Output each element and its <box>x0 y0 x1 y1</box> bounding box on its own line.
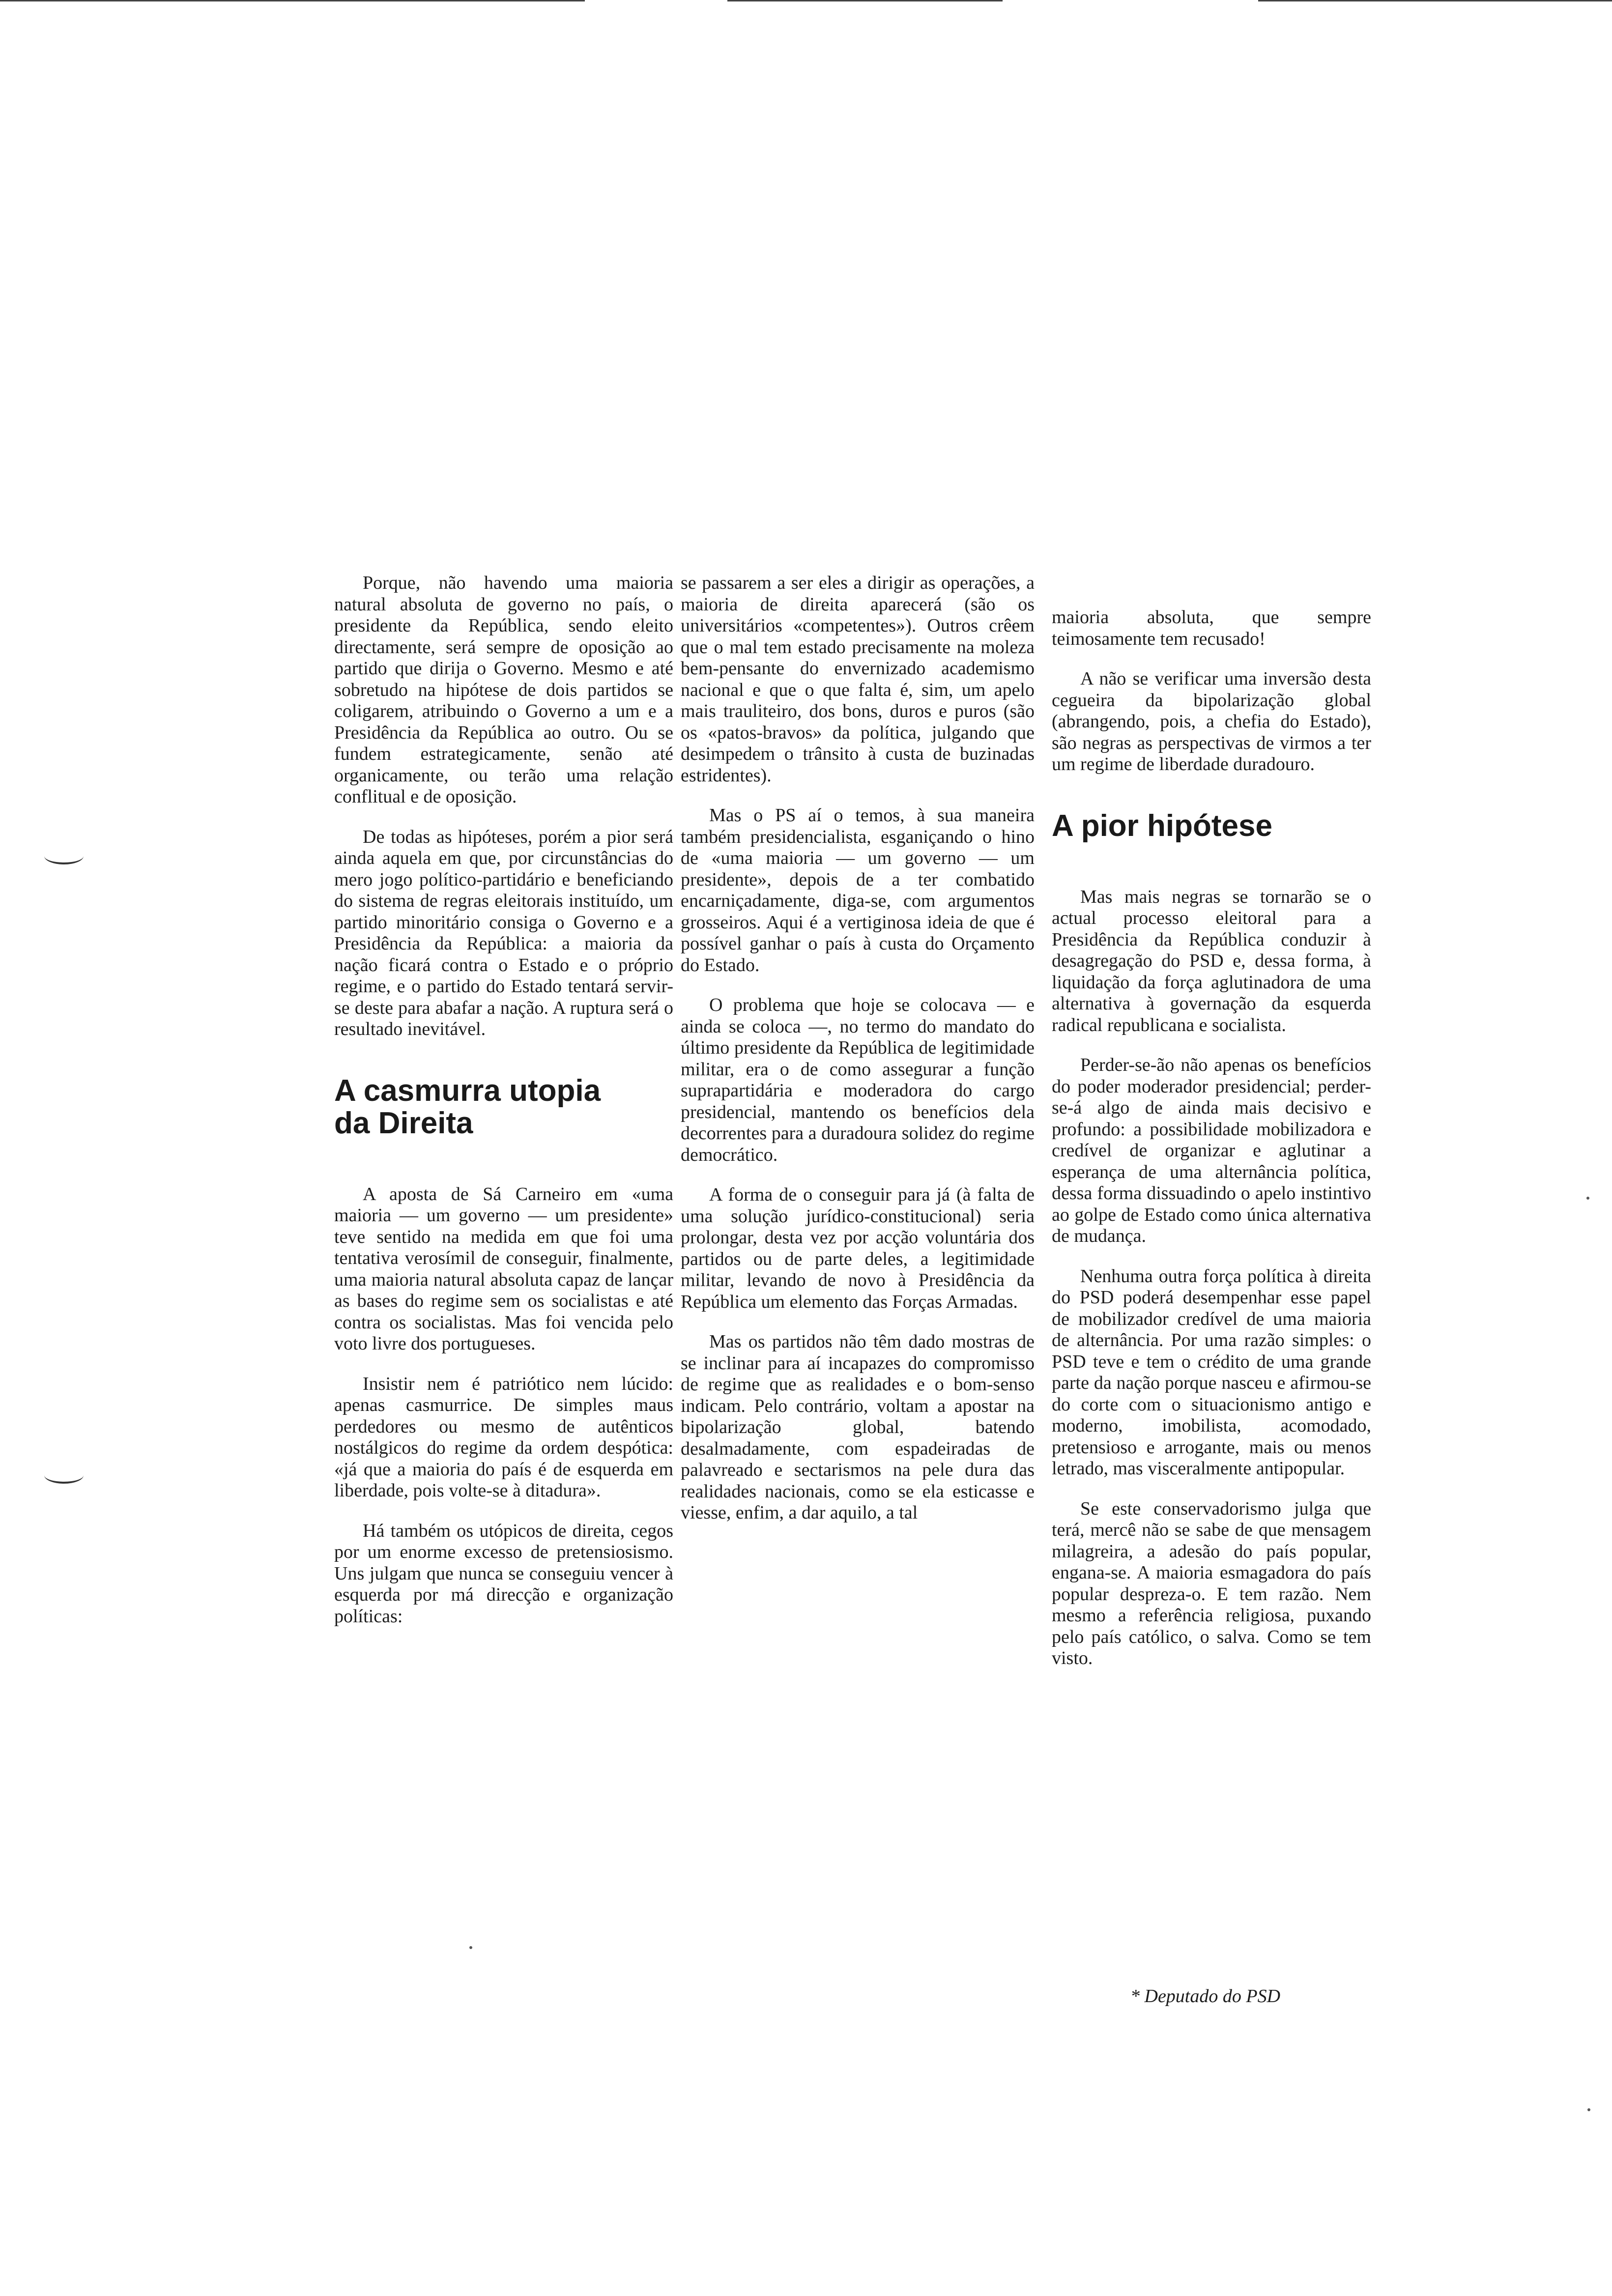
punch-hole-mark <box>44 1467 84 1484</box>
article-paragraph: A forma de o conseguir para já (à falta de uma solução jurídico-constitucional) seria prolongar, desta vez por acção voluntária dos partidos ou de parte deles, a legitimidade militar, levando de novo à Presidência da República um elemento das Forças Armadas. <box>681 1184 1035 1312</box>
top-rule-left <box>0 0 585 1</box>
article-paragraph: maioria absoluta, que sempre teimosamente tem recusado! <box>1052 607 1371 649</box>
section-heading: A pior hipótese <box>1052 808 1272 843</box>
punch-hole-mark <box>44 848 84 864</box>
article-column-3 <box>1052 607 1371 1688</box>
article-paragraph: A não se verificar uma inversão desta cegueira da bipolarização global (abrangendo, pois, a chefia do Estado), são negras as perspectivas de virmos a ter um regime de liberdade duradouro. <box>1052 668 1371 775</box>
article-paragraph: Mas mais negras se tornarão se o actual processo eleitoral para a Presidência da República conduzir à desagregação do PSD e, dessa forma, à liquidação da força aglutinadora de uma alternativa à governação da esquerda radical republicana e socialista. <box>1052 886 1371 1035</box>
section-heading: A casmurra utopia da Direita <box>334 1073 601 1140</box>
article-paragraph: Insistir nem é patriótico nem lúcido: apenas casmurrice. De simples maus perdedores ou mesmo de autênticos nostálgicos do regime da ordem despótica: «já que a maioria do país é de esquerda em liberdade, pois volte-se à ditadura». <box>334 1373 673 1501</box>
article-paragraph: Porque, não havendo uma maioria natural absoluta de governo no país, o presidente da República, sendo eleito directamente, será sempre de oposição ao partido que dirija o Governo. Mesmo e até sobretudo na hipótese de dois partidos se coligarem, atribuindo o Governo a um e a Presidência da República ao outro. Ou se fundem estrategicamente, senão até organicamente, ou terão uma relação conflitual e de oposição. <box>334 573 673 807</box>
article-paragraph: A aposta de Sá Carneiro em «uma maioria — um governo — um presidente» teve sentido na medida em que foi uma tentativa verosímil de conseguir, finalmente, uma maioria natural absoluta capaz de lançar as bases do regime sem os socialistas e até contra os socialistas. Mas foi vencida pelo voto livre dos portugueses. <box>334 1183 673 1354</box>
article-column-1 <box>334 573 673 1646</box>
article-paragraph: Nenhuma outra força política à direita do PSD poderá desempenhar esse papel de mobilizador credível de uma maioria de alternância. Por uma razão simples: o PSD teve e tem o crédito de uma grande parte da nação porque nasceu e afirmou-se do corte com o situacionismo antigo e moderno, imobilista, acomodado, pretensioso e arrogante, mais ou menos letrado, mas visceralmente antipopular. <box>1052 1265 1371 1479</box>
article-paragraph: Há também os utópicos de direita, cegos por um enorme excesso de pretensiosismo. Uns julgam que nunca se conseguiu vencer à esquerda por má direcção e organização políticas: <box>334 1520 673 1627</box>
article-column-2 <box>681 573 1035 1543</box>
top-rule-right <box>1258 0 1612 1</box>
scan-speck <box>1586 1197 1589 1200</box>
scan-speck <box>469 1946 472 1949</box>
article-paragraph: Perder-se-ão não apenas os benefícios do poder moderador presidencial; perder-se-á algo de ainda mais decisivo e profundo: a possibilidade mobilizadora e credível de organizar e aglutinar a esperança de uma alternância política, dessa forma dissuadindo o apelo instintivo ao golpe de Estado como única alternativa de mudança. <box>1052 1055 1371 1246</box>
article-paragraph: De todas as hipóteses, porém a pior será ainda aquela em que, por circunstâncias do mero jogo político-partidário e beneficiando do sistema de regras eleitorais instituído, um partido minoritário consiga o Governo e a Presidência da República: a maioria da nação ficará contra o Estado e o próprio regime, e o partido do Estado tentará servir-se deste para abafar a nação. A ruptura será o resultado inevitável. <box>334 826 673 1039</box>
scan-speck <box>1587 2108 1590 2111</box>
article-paragraph: Mas o PS aí o temos, à sua maneira também presidencialista, esganiçando o hino de «uma maioria — um governo — um presidente», depois de a ter combatido encarniçadamente, diga-se, com argumentos grosseiros. Aqui é a vertiginosa ideia de que é possível ganhar o país à custa do Orçamento do Estado. <box>681 805 1035 976</box>
article-paragraph: se passarem a ser eles a dirigir as operações, a maioria de direita aparecerá (são os universitários «competentes»). Outros crêem que o mal tem estado precisamente na moleza bem-pensante do envernizado academismo nacional e que o que falta é, sim, um apelo mais trauliteiro, dos bons, duros e puros (são os «patos-bravos» da política, julgando que desimpedem o trânsito à custa de buzinadas estridentes). <box>681 573 1035 786</box>
top-rule-middle <box>727 0 1003 1</box>
author-byline: * Deputado do PSD <box>1130 1986 1281 2007</box>
article-paragraph: Mas os partidos não têm dado mostras de se inclinar para aí incapazes do compromisso de regime que as realidades e o bom-senso indicam. Pelo contrário, voltam a apostar na bipolarização global, batendo desalmadamente, com espadeiradas de palavreado e sectarismos na pele dura das realidades nacionais, como se ela esticasse e viesse, enfim, a dar aquilo, a tal <box>681 1331 1035 1523</box>
article-paragraph: Se este conservadorismo julga que terá, mercê não se sabe de que mensagem milagreira, a adesão do país popular, engana-se. A maioria esmagadora do país popular despreza-o. E tem razão. Nem mesmo a referência religiosa, puxando pelo país católico, o salva. Como se tem visto. <box>1052 1498 1371 1668</box>
article-paragraph: O problema que hoje se colocava — e ainda se coloca —, no termo do mandato do último presidente da República de legitimidade militar, era o de como assegurar a função suprapartidária e moderadora do cargo presidencial, mantendo os benefícios dela decorrentes para a duradoura solidez do regime democrático. <box>681 995 1035 1165</box>
